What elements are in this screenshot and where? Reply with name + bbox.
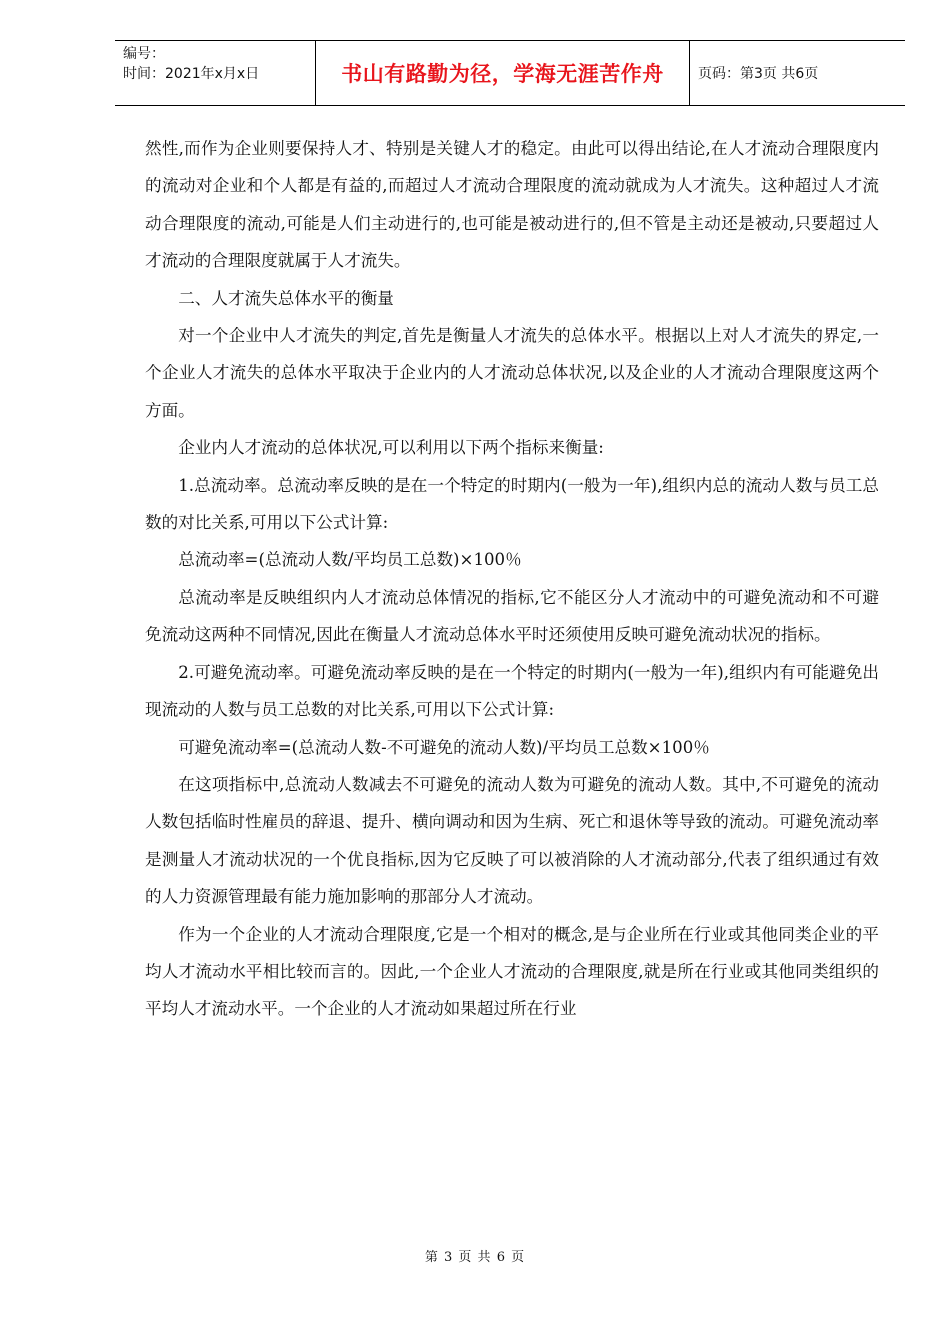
formula-total-turnover: 总流动率=(总流动人数/平均员工总数)×100％ [178, 550, 522, 570]
body-paragraph: 总流动率是反映组织内人才流动总体情况的指标,它不能区分人才流动中的可避免流动和不可避免流动这两种不同情况,因此在衡量人才流动总体水平时还须使用反映可避免流动状况的指标。 [145, 587, 879, 645]
header-meta [115, 41, 316, 105]
page-footer: 第 3 页 共 6 页 [424, 1250, 526, 1265]
body-paragraph: 企业内人才流动的总体状况,可以利用以下两个指标来衡量: [178, 438, 604, 458]
body-paragraph: 作为一个企业的人才流动合理限度,它是一个相对的概念,是与企业所在行业或其他同类企业的平均人才流动水平相比较而言的。因此,一个企业人才流动的合理限度,就是所在行业或其他同类组织的平均人才流动水平。一个企业的人才流动如果超过所在行业 [145, 924, 879, 1019]
document-number-label: 编号： [123, 46, 165, 62]
document-time-label: 时间：2021年x月x日 [123, 66, 260, 82]
page-header [115, 40, 905, 106]
header-page-info: 页码：第3页 共6页 [698, 66, 819, 82]
formula-avoidable-turnover: 可避免流动率=(总流动人数-不可避免的流动人数)/平均员工总数×100％ [178, 737, 710, 757]
body-paragraph-continued: 然性,而作为企业则要保持人才、特别是关键人才的稳定。由此可以得出结论,在人才流动合理限度内的流动对企业和个人都是有益的,而超过人才流动合理限度的流动就成为人才流失。这种超过人才流动合理限度的流动,可能是人们主动进行的,也可能是被动进行的,但不管是主动还是被动,只要超过人才流动的合理限度就属于人才流失。 [145, 139, 879, 271]
body-paragraph: 1.总流动率。总流动率反映的是在一个特定的时期内(一般为一年),组织内总的流动人数与员工总数的对比关系,可用以下公式计算: [145, 475, 879, 533]
section-heading: 二、人才流失总体水平的衡量 [178, 288, 394, 308]
document-body [145, 130, 879, 1028]
body-paragraph: 对一个企业中人才流失的判定,首先是衡量人才流失的总体水平。根据以上对人才流失的界定,一个企业人才流失的总体水平取决于企业内的人才流动总体状况,以及企业的人才流动合理限度这两个方面。 [145, 326, 879, 420]
body-paragraph: 2.可避免流动率。可避免流动率反映的是在一个特定的时期内(一般为一年),组织内有可能避免出现流动的人数与员工总数的对比关系,可用以下公式计算: [145, 662, 879, 720]
body-paragraph: 在这项指标中,总流动人数减去不可避免的流动人数为可避免的流动人数。其中,不可避免的流动人数包括临时性雇员的辞退、提升、横向调动和因为生病、死亡和退休等导致的流动。可避免流动率是测量人才流动状况的一个优良指标,因为它反映了可以被消除的人才流动部分,代表了组织通过有效的人力资源管理最有能力施加影响的那部分人才流动。 [145, 774, 879, 907]
header-motto: 书山有路勤为径，学海无涯苦作舟 [341, 61, 664, 86]
header-motto-cell [316, 41, 690, 105]
